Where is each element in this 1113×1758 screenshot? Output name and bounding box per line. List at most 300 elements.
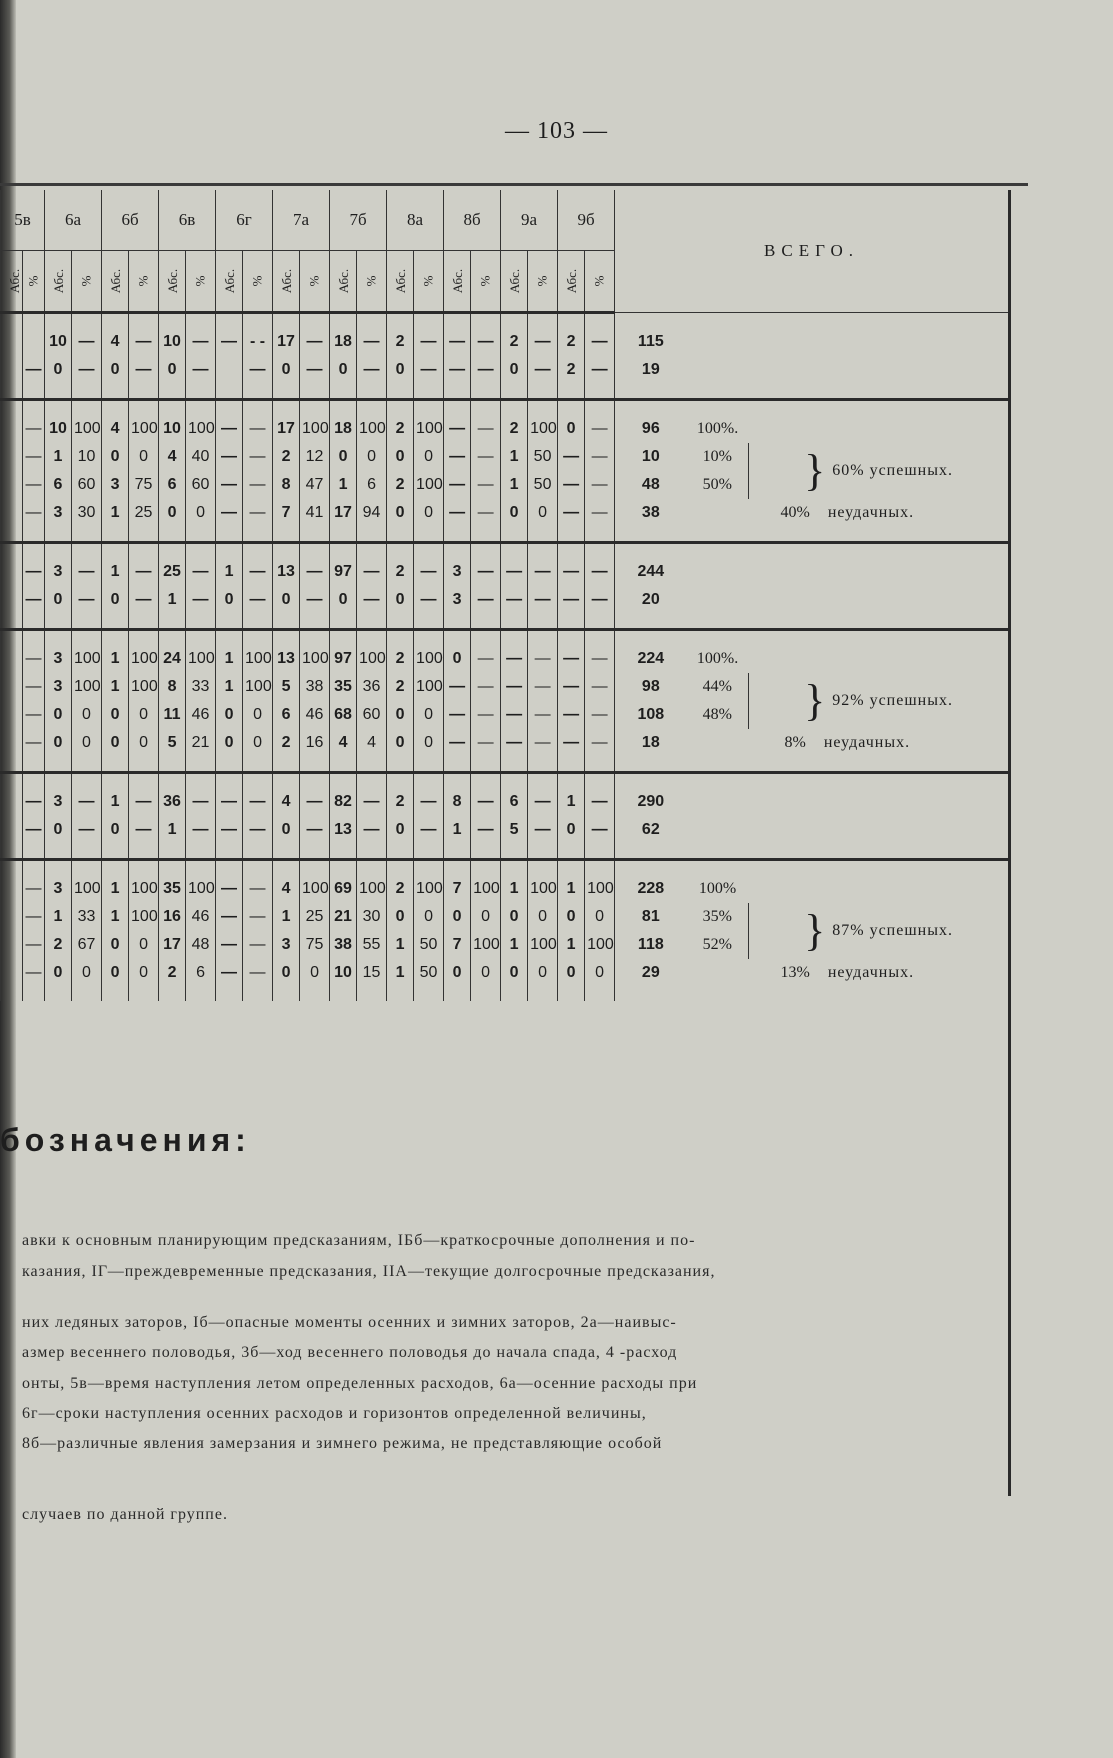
row-percent: 52% <box>702 936 732 953</box>
empty-note <box>749 816 1008 844</box>
table-cell: 3 <box>45 875 72 903</box>
table-cell: 33 <box>72 903 102 931</box>
table-cell: 0 <box>45 816 72 844</box>
table-cell: 13 <box>273 645 300 673</box>
table-cell: 100 <box>414 471 444 499</box>
table-cell <box>1 645 23 673</box>
table-cell: — <box>243 586 273 614</box>
table-cell: — <box>585 471 615 499</box>
table-cell: — <box>23 499 45 527</box>
table-cell: 6 <box>159 471 186 499</box>
table-cell: 16 <box>159 903 186 931</box>
table-cell: — <box>585 673 615 701</box>
row-total: 108 <box>615 701 687 729</box>
table-cell: 46 <box>300 701 330 729</box>
table-cell: 1 <box>558 788 585 816</box>
table-cell: 4 <box>159 443 186 471</box>
table-cell: — <box>585 701 615 729</box>
table-cell: — <box>243 499 273 527</box>
table-cell: — <box>471 328 501 356</box>
table-cell: — <box>243 356 273 384</box>
table-cell: 5 <box>501 816 528 844</box>
table-cell: 5 <box>273 673 300 701</box>
table-cell <box>1 931 23 959</box>
row-total: 48 <box>615 471 687 499</box>
table-cell <box>1 499 23 527</box>
table-cell: 0 <box>357 443 387 471</box>
table-cell: — <box>300 586 330 614</box>
table-cell: — <box>528 558 558 586</box>
abs-subheader <box>45 251 72 313</box>
table-cell: 0 <box>45 729 72 757</box>
table-cell: — <box>129 328 159 356</box>
table-cell: 2 <box>387 788 414 816</box>
table-cell: — <box>300 356 330 384</box>
table-cell: — <box>23 415 45 443</box>
table-cell: 100 <box>528 931 558 959</box>
table-cell: 100 <box>72 673 102 701</box>
table-cell: 1 <box>159 586 186 614</box>
abs-subheader <box>273 251 300 313</box>
table-cell: 3 <box>102 471 129 499</box>
legend-heading: бозначения: <box>0 1122 251 1158</box>
table-cell: — <box>444 673 471 701</box>
brace-glyph: } <box>804 676 827 725</box>
row-total: 18 <box>615 729 687 757</box>
table-cell: 2 <box>387 328 414 356</box>
table-cell: 0 <box>102 586 129 614</box>
table-cell: 10 <box>45 415 72 443</box>
table-cell: — <box>501 586 528 614</box>
table-cell: 17 <box>273 415 300 443</box>
table-cell: 47 <box>300 471 330 499</box>
table-cell: — <box>243 875 273 903</box>
table-cell: 100 <box>300 645 330 673</box>
table-cell: — <box>501 729 528 757</box>
table-row <box>1 586 1009 614</box>
table-cell: 10 <box>159 415 186 443</box>
group-header: 5в <box>1 190 45 251</box>
empty-note <box>749 586 1008 614</box>
table-cell: 2 <box>501 415 528 443</box>
statistics-table-wrapper <box>0 190 1008 1001</box>
table-cell: 0 <box>501 959 528 987</box>
table-cell: 38 <box>300 673 330 701</box>
table-row <box>1 903 1009 931</box>
row-percent <box>687 729 1008 757</box>
table-cell: — <box>444 729 471 757</box>
table-cell: 1 <box>216 645 243 673</box>
table-row <box>1 959 1009 987</box>
table-cell: 21 <box>330 903 357 931</box>
table-cell: 2 <box>387 875 414 903</box>
table-cell: — <box>129 586 159 614</box>
table-cell: 100 <box>414 673 444 701</box>
table-cell: — <box>129 816 159 844</box>
table-cell: 97 <box>330 558 357 586</box>
table-cell: — <box>216 903 243 931</box>
table-cell: 0 <box>102 816 129 844</box>
table-cell: — <box>471 558 501 586</box>
table-cell: — <box>444 443 471 471</box>
table-cell: — <box>72 328 102 356</box>
table-cell: 0 <box>471 959 501 987</box>
table-cell: — <box>528 356 558 384</box>
table-cell: 35 <box>159 875 186 903</box>
subheader-label: Абс. <box>108 268 124 294</box>
subheader-label: % <box>477 275 493 287</box>
table-cell: — <box>471 499 501 527</box>
table-cell: — <box>585 415 615 443</box>
table-cell: — <box>357 816 387 844</box>
success-note-text: 60% успешных. <box>832 461 953 479</box>
right-rule <box>1008 190 1011 1496</box>
table-cell: 100 <box>471 875 501 903</box>
row-total: 96 <box>615 415 687 443</box>
table-cell: 36 <box>159 788 186 816</box>
table-cell: 100 <box>129 875 159 903</box>
table-cell: — <box>357 788 387 816</box>
table-cell: 97 <box>330 645 357 673</box>
table-cell: 100 <box>528 875 558 903</box>
table-cell: 1 <box>102 673 129 701</box>
row-percent <box>687 959 1008 987</box>
row-total: 290 <box>615 788 687 816</box>
table-cell: 0 <box>387 701 414 729</box>
table-cell: — <box>528 328 558 356</box>
table-cell: 0 <box>72 729 102 757</box>
row-note: неудачных. <box>827 504 915 521</box>
table-cell: 0 <box>528 903 558 931</box>
table-cell: 1 <box>387 959 414 987</box>
table-cell: 40 <box>186 443 216 471</box>
table-cell: — <box>528 701 558 729</box>
row-percent: 100% <box>698 880 737 897</box>
table-cell: 0 <box>243 701 273 729</box>
table-cell: 0 <box>159 356 186 384</box>
table-cell: 0 <box>387 443 414 471</box>
table-row <box>1 499 1009 527</box>
empty-note <box>749 645 1008 673</box>
table-cell: 100 <box>585 931 615 959</box>
table-cell: — <box>585 356 615 384</box>
group-header: 7а <box>273 190 330 251</box>
table-cell <box>1 875 23 903</box>
table-cell: 67 <box>72 931 102 959</box>
row-percent: 35% <box>702 908 732 925</box>
table-cell: — <box>300 788 330 816</box>
table-cell: — <box>414 788 444 816</box>
table-cell: 46 <box>186 701 216 729</box>
row-percent <box>687 586 749 614</box>
table-cell: 50 <box>528 443 558 471</box>
table-cell: — <box>585 729 615 757</box>
table-cell: 60 <box>186 471 216 499</box>
table-cell: — <box>414 356 444 384</box>
table-cell: 12 <box>300 443 330 471</box>
abs-subheader <box>159 251 186 313</box>
table-cell: — <box>501 673 528 701</box>
table-row <box>1 443 1009 471</box>
table-cell: 3 <box>444 586 471 614</box>
table-cell: — <box>471 673 501 701</box>
table-cell: — <box>243 558 273 586</box>
empty-note <box>749 415 1008 443</box>
table-cell: 1 <box>273 903 300 931</box>
table-cell: 0 <box>330 586 357 614</box>
table-cell <box>1 959 23 987</box>
table-cell: 0 <box>585 959 615 987</box>
abs-subheader <box>558 251 585 313</box>
subheader-label: % <box>192 275 208 287</box>
table-cell: — <box>558 701 585 729</box>
pct-subheader <box>585 251 615 313</box>
table-cell: 2 <box>558 328 585 356</box>
row-total: 38 <box>615 499 687 527</box>
table-cell: 2 <box>273 729 300 757</box>
table-cell: 0 <box>102 356 129 384</box>
pct-subheader <box>414 251 444 313</box>
empty-note <box>749 328 1008 356</box>
table-cell <box>1 673 23 701</box>
legend-line: 6г—сроки наступления осенних расходов и горизонтов определенной величины, <box>22 1405 647 1422</box>
table-cell: 0 <box>216 701 243 729</box>
table-cell: — <box>23 959 45 987</box>
table-cell <box>1 328 23 356</box>
table-cell: 100 <box>186 645 216 673</box>
table-cell: — <box>558 443 585 471</box>
table-cell: 2 <box>387 558 414 586</box>
legend-line: казания, IГ—преждевременные предсказания, IIА—текущие долгосрочные предсказания, <box>22 1263 716 1280</box>
table-cell: — <box>300 816 330 844</box>
table-cell: 33 <box>186 673 216 701</box>
table-cell: — <box>186 328 216 356</box>
statistics-table <box>0 190 1008 1001</box>
table-cell: 0 <box>387 729 414 757</box>
table-cell: 0 <box>300 959 330 987</box>
table-cell: — <box>186 356 216 384</box>
group-header: 6а <box>45 190 102 251</box>
table-cell: 0 <box>129 729 159 757</box>
table-cell: 100 <box>72 415 102 443</box>
table-cell: — <box>528 673 558 701</box>
table-cell: 0 <box>444 903 471 931</box>
table-cell: 1 <box>102 903 129 931</box>
table-cell: 0 <box>72 701 102 729</box>
row-total: 10 <box>615 443 687 471</box>
row-percent-value: 40% <box>780 504 810 521</box>
table-cell: — <box>585 586 615 614</box>
table-cell: 0 <box>414 701 444 729</box>
table-cell: — <box>414 328 444 356</box>
row-percent <box>687 328 749 356</box>
table-cell: 8 <box>273 471 300 499</box>
table-cell: 100 <box>414 645 444 673</box>
table-cell: — <box>300 328 330 356</box>
table-cell: — <box>72 558 102 586</box>
pct-subheader <box>300 251 330 313</box>
table-row <box>1 816 1009 844</box>
table-cell: 18 <box>330 328 357 356</box>
row-percent <box>687 816 749 844</box>
table-cell: — <box>23 443 45 471</box>
table-row <box>1 875 1009 903</box>
table-cell: 25 <box>159 558 186 586</box>
table-cell: 25 <box>129 499 159 527</box>
table-cell: 0 <box>129 931 159 959</box>
table-cell: 0 <box>273 356 300 384</box>
table-cell: 1 <box>444 816 471 844</box>
table-cell: 0 <box>72 959 102 987</box>
table-cell: 7 <box>444 931 471 959</box>
table-cell: 0 <box>330 356 357 384</box>
row-percent: 100%. <box>696 650 739 667</box>
table-cell: 17 <box>330 499 357 527</box>
table-cell: 0 <box>387 816 414 844</box>
table-cell: 0 <box>129 701 159 729</box>
subheader-label: % <box>363 275 379 287</box>
legend-line: них ледяных заторов, Iб—опасные моменты осенних и зимних заторов, 2а—наивыс- <box>22 1314 677 1331</box>
abs-subheader <box>1 251 23 313</box>
row-total: 81 <box>615 903 687 931</box>
table-cell: 0 <box>45 701 72 729</box>
table-cell: 2 <box>273 443 300 471</box>
group-header: 6в <box>159 190 216 251</box>
table-cell: 6 <box>186 959 216 987</box>
table-cell: 10 <box>45 328 72 356</box>
success-note-text: 87% успешных. <box>832 921 953 939</box>
table-cell: — <box>585 443 615 471</box>
table-cell: 100 <box>129 903 159 931</box>
subheader-label: % <box>420 275 436 287</box>
table-cell: — <box>585 328 615 356</box>
table-cell: 17 <box>159 931 186 959</box>
table-cell: — <box>444 356 471 384</box>
table-cell: - - <box>243 328 273 356</box>
table-cell: — <box>23 788 45 816</box>
table-cell: 1 <box>501 443 528 471</box>
table-cell: 100 <box>243 645 273 673</box>
table-cell: 4 <box>102 328 129 356</box>
table-cell: — <box>216 816 243 844</box>
table-cell: — <box>216 471 243 499</box>
table-cell: 11 <box>159 701 186 729</box>
table-cell: — <box>23 356 45 384</box>
table-cell: 30 <box>72 499 102 527</box>
table-cell <box>1 415 23 443</box>
table-cell: 1 <box>45 903 72 931</box>
row-note: неудачных. <box>823 734 911 751</box>
table-cell: 0 <box>45 586 72 614</box>
table-cell: — <box>528 586 558 614</box>
top-rule <box>0 183 1028 186</box>
table-cell: 4 <box>273 875 300 903</box>
row-total: 115 <box>615 328 687 356</box>
table-cell: 1 <box>558 931 585 959</box>
table-cell: 6 <box>357 471 387 499</box>
table-cell: — <box>23 729 45 757</box>
table-cell: 1 <box>102 499 129 527</box>
table-cell: 100 <box>129 415 159 443</box>
abs-subheader <box>444 251 471 313</box>
table-cell: — <box>243 903 273 931</box>
row-percent <box>687 558 749 586</box>
table-cell: 0 <box>414 443 444 471</box>
subheader-label: % <box>25 275 41 287</box>
table-cell: 0 <box>387 903 414 931</box>
table-cell <box>1 788 23 816</box>
table-cell: — <box>528 816 558 844</box>
table-cell: 0 <box>387 499 414 527</box>
table-cell: — <box>72 816 102 844</box>
table-cell: 0 <box>501 356 528 384</box>
subheader-label: % <box>306 275 322 287</box>
table-cell: 2 <box>387 645 414 673</box>
table-cell: 2 <box>387 471 414 499</box>
subheader-label: Абс. <box>222 268 238 294</box>
table-cell: — <box>501 645 528 673</box>
table-cell: 1 <box>330 471 357 499</box>
table-cell: — <box>186 586 216 614</box>
table-cell: — <box>471 788 501 816</box>
table-cell: 0 <box>102 443 129 471</box>
table-cell: — <box>129 558 159 586</box>
table-cell: 1 <box>501 471 528 499</box>
table-cell: — <box>585 558 615 586</box>
table-cell: — <box>585 816 615 844</box>
table-cell: — <box>444 415 471 443</box>
table-cell: — <box>23 558 45 586</box>
subheader-label: Абс. <box>393 268 409 294</box>
table-cell: 2 <box>45 931 72 959</box>
table-cell: 100 <box>357 875 387 903</box>
table-cell: 1 <box>558 875 585 903</box>
table-cell: 6 <box>273 701 300 729</box>
table-cell: 100 <box>186 875 216 903</box>
table-cell: 46 <box>186 903 216 931</box>
table-cell: 0 <box>129 959 159 987</box>
subheader-label: Абс. <box>450 268 466 294</box>
table-cell: — <box>471 701 501 729</box>
table-cell: 13 <box>273 558 300 586</box>
table-cell: 35 <box>330 673 357 701</box>
table-cell: — <box>471 586 501 614</box>
table-cell: — <box>23 875 45 903</box>
table-cell: 0 <box>444 645 471 673</box>
subheader-label: % <box>591 275 607 287</box>
subheader-label: Абс. <box>564 268 580 294</box>
table-cell: — <box>23 816 45 844</box>
table-cell: — <box>186 816 216 844</box>
table-cell: — <box>216 328 243 356</box>
group-header: 9а <box>501 190 558 251</box>
legend-line: авки к основным планирующим предсказаниям, IБб—краткосрочные дополнения и по- <box>22 1232 696 1249</box>
table-cell: 3 <box>45 558 72 586</box>
table-cell: 69 <box>330 875 357 903</box>
table-cell: — <box>23 903 45 931</box>
table-cell: — <box>558 673 585 701</box>
table-cell: 0 <box>45 356 72 384</box>
total-header: ВСЕГО. <box>615 190 1008 313</box>
table-cell: — <box>216 415 243 443</box>
table-cell: — <box>357 356 387 384</box>
empty-note <box>749 558 1008 586</box>
row-total: 19 <box>615 356 687 384</box>
table-cell: 0 <box>414 903 444 931</box>
table-cell: 3 <box>444 558 471 586</box>
table-cell: — <box>528 729 558 757</box>
row-percent-value: 8% <box>784 734 806 751</box>
